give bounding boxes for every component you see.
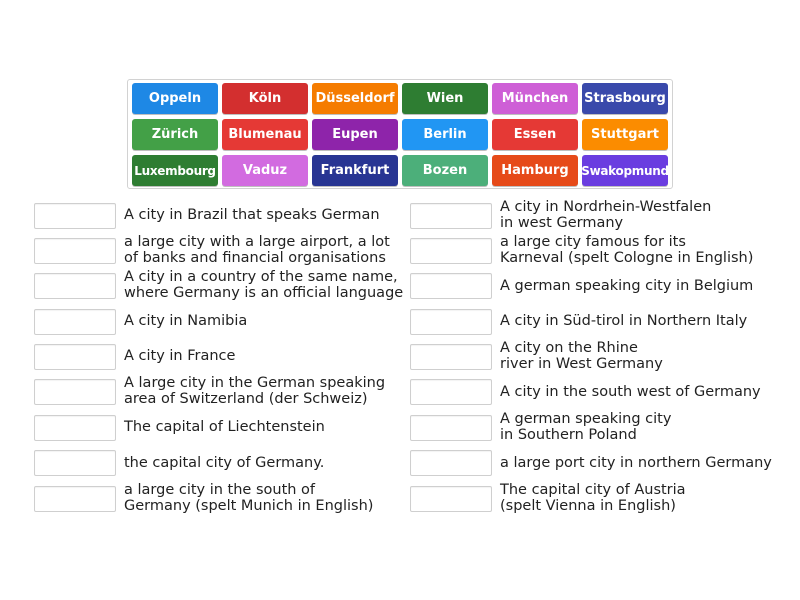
drop-slot[interactable]	[34, 273, 116, 299]
tile-stuttgart[interactable]: Stuttgart	[582, 119, 668, 150]
drop-slot[interactable]	[410, 486, 492, 512]
clue-text: A city in a country of the same name, where Germany is an official language	[124, 269, 404, 301]
clue-text: a large city in the south of Germany (spelt Munich in English)	[124, 482, 374, 514]
word-bank	[127, 79, 673, 189]
tile-eupen[interactable]: Eupen	[312, 119, 398, 150]
drop-slot[interactable]	[410, 203, 492, 229]
clue-text: A city in Nordrhein-Westfalen in west Germany	[500, 199, 712, 231]
clue-text: A city in Brazil that speaks German	[124, 207, 380, 223]
clue-text: A city on the Rhine river in West Germany	[500, 340, 663, 372]
clue-text: A large city in the German speaking area of Switzerland (der Schweiz)	[124, 375, 386, 407]
drop-slot[interactable]	[410, 450, 492, 476]
clue-text: A city in the south west of Germany	[500, 384, 761, 400]
clue-text: A city in Süd-tirol in Northern Italy	[500, 313, 748, 329]
tile-oppeln[interactable]: Oppeln	[132, 83, 218, 114]
drop-slot[interactable]	[410, 415, 492, 441]
tile-luxembourg[interactable]: Luxembourg	[132, 155, 218, 186]
tile-wien[interactable]: Wien	[402, 83, 488, 114]
clue-text: The capital of Liechtenstein	[124, 419, 325, 435]
drop-slot[interactable]	[410, 344, 492, 370]
tile-munchen[interactable]: München	[492, 83, 578, 114]
clue-text: A city in France	[124, 348, 236, 364]
tile-zurich[interactable]: Zürich	[132, 119, 218, 150]
clue-text: A german speaking city in Southern Poland	[500, 411, 672, 443]
tile-vaduz[interactable]: Vaduz	[222, 155, 308, 186]
clue-text: a large city famous for its Karneval (spelt Cologne in English)	[500, 234, 754, 266]
clue-text: the capital city of Germany.	[124, 455, 325, 471]
drop-slot[interactable]	[34, 450, 116, 476]
drop-slot[interactable]	[34, 415, 116, 441]
clue-text: The capital city of Austria (spelt Vienna in English)	[500, 482, 686, 514]
drop-slot[interactable]	[34, 309, 116, 335]
drop-slot[interactable]	[34, 486, 116, 512]
clue-text: a large port city in northern Germany	[500, 455, 772, 471]
tile-frankfurt[interactable]: Frankfurt	[312, 155, 398, 186]
drop-slot[interactable]	[34, 238, 116, 264]
tile-swakopmund[interactable]: Swakopmund	[582, 155, 668, 186]
clue-text: A city in Namibia	[124, 313, 248, 329]
tile-blumenau[interactable]: Blumenau	[222, 119, 308, 150]
drop-slot[interactable]	[410, 238, 492, 264]
tile-koln[interactable]: Köln	[222, 83, 308, 114]
drop-slot[interactable]	[410, 309, 492, 335]
tile-hamburg[interactable]: Hamburg	[492, 155, 578, 186]
drop-slot[interactable]	[34, 203, 116, 229]
tile-essen[interactable]: Essen	[492, 119, 578, 150]
drop-slot[interactable]	[410, 273, 492, 299]
tile-bozen[interactable]: Bozen	[402, 155, 488, 186]
drop-slot[interactable]	[410, 379, 492, 405]
drop-slot[interactable]	[34, 344, 116, 370]
tile-dusseldorf[interactable]: Düsseldorf	[312, 83, 398, 114]
tile-strasbourg[interactable]: Strasbourg	[582, 83, 668, 114]
drop-slot[interactable]	[34, 379, 116, 405]
clue-text: a large city with a large airport, a lot of banks and financial organisations	[124, 234, 390, 266]
tile-berlin[interactable]: Berlin	[402, 119, 488, 150]
clue-text: A german speaking city in Belgium	[500, 278, 754, 294]
